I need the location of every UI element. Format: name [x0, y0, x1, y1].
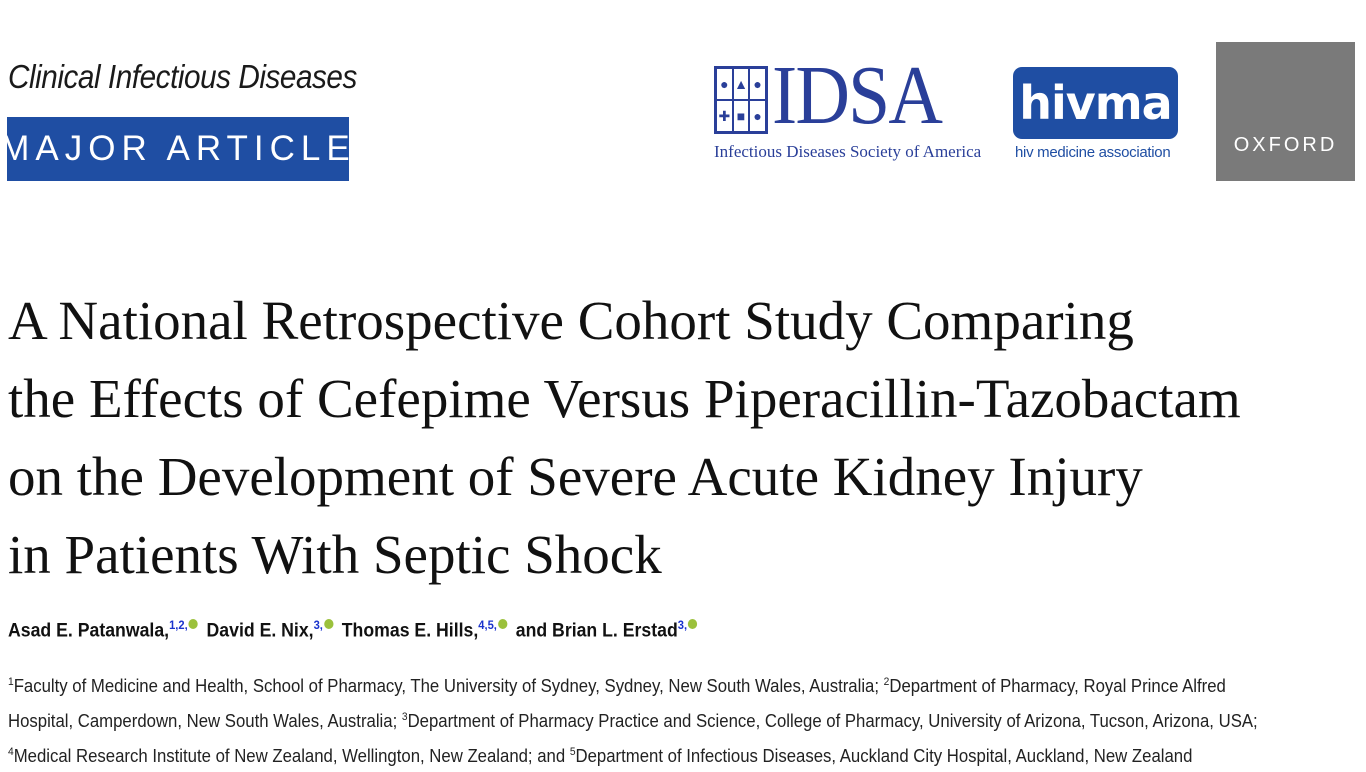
hivma-logo[interactable]: [1013, 67, 1181, 167]
affiliation-number: 3: [401, 711, 408, 723]
journal-name: Clinical Infectious Diseases: [8, 58, 357, 95]
affiliation-link[interactable]: 3,: [313, 618, 323, 632]
author-name: David E. Nix,: [206, 620, 314, 642]
affiliation-number: 1: [8, 676, 14, 688]
affiliation-number: 4: [8, 746, 14, 758]
affiliation-number: 5: [569, 746, 576, 758]
idsa-logo[interactable]: [714, 49, 999, 166]
orcid-icon[interactable]: [189, 619, 198, 629]
author-list: [8, 618, 701, 642]
affiliation-link[interactable]: 1,2,: [169, 618, 188, 632]
orcid-icon[interactable]: [688, 619, 697, 629]
affiliation-text: Department of Pharmacy Practice and Science, College of Pharmacy, University of Arizona, Tucson, Arizona, USA;: [407, 711, 1258, 731]
title-line: on the Development of Severe Acute Kidney Injury: [8, 446, 1143, 507]
affiliation-link[interactable]: 4,5,: [478, 618, 497, 632]
affiliation-text: Medical Research Institute of New Zealand, Wellington, New Zealand; and: [13, 746, 570, 766]
affiliations: [8, 667, 1282, 772]
affiliation-text: Department of Infectious Diseases, Auckland City Hospital, Auckland, New Zealand: [575, 746, 1193, 766]
idsa-emblem-icon: ● ▲ ● ✚ ■ ●: [714, 66, 768, 134]
article-type-badge: MAJOR ARTICLE: [7, 117, 349, 181]
author-name: Asad E. Patanwala,: [8, 620, 170, 642]
orcid-icon[interactable]: [498, 619, 507, 629]
hivma-wordmark: hivma: [1013, 67, 1178, 139]
affiliation-text: Faculty of Medicine and Health, School of Pharmacy, The University of Sydney, Sydney, New South Wales, Australia;: [13, 676, 884, 696]
hivma-subtitle: hiv medicine association: [1015, 144, 1171, 161]
author-name: and Brian L. Erstad: [515, 620, 678, 642]
title-line: A National Retrospective Cohort Study Comparing: [8, 290, 1134, 351]
title-line: in Patients With Septic Shock: [8, 524, 662, 585]
idsa-wordmark: IDSA: [772, 49, 942, 142]
affiliation-link[interactable]: 3,: [677, 618, 688, 632]
article-title: [8, 282, 1348, 594]
author-name: Thomas E. Hills,: [341, 620, 479, 642]
oxford-logo[interactable]: OXFORD: [1216, 42, 1355, 181]
affiliation-number: 2: [883, 676, 890, 688]
orcid-icon[interactable]: [324, 619, 333, 629]
title-line: the Effects of Cefepime Versus Piperacillin-Tazobactam: [8, 368, 1241, 429]
idsa-subtitle: Infectious Diseases Society of America: [714, 142, 982, 161]
affiliation-text: Department of Pharmacy, Royal Prince Alfred Hospital, Camperdown, New South Wales, Australia;: [8, 676, 1226, 731]
